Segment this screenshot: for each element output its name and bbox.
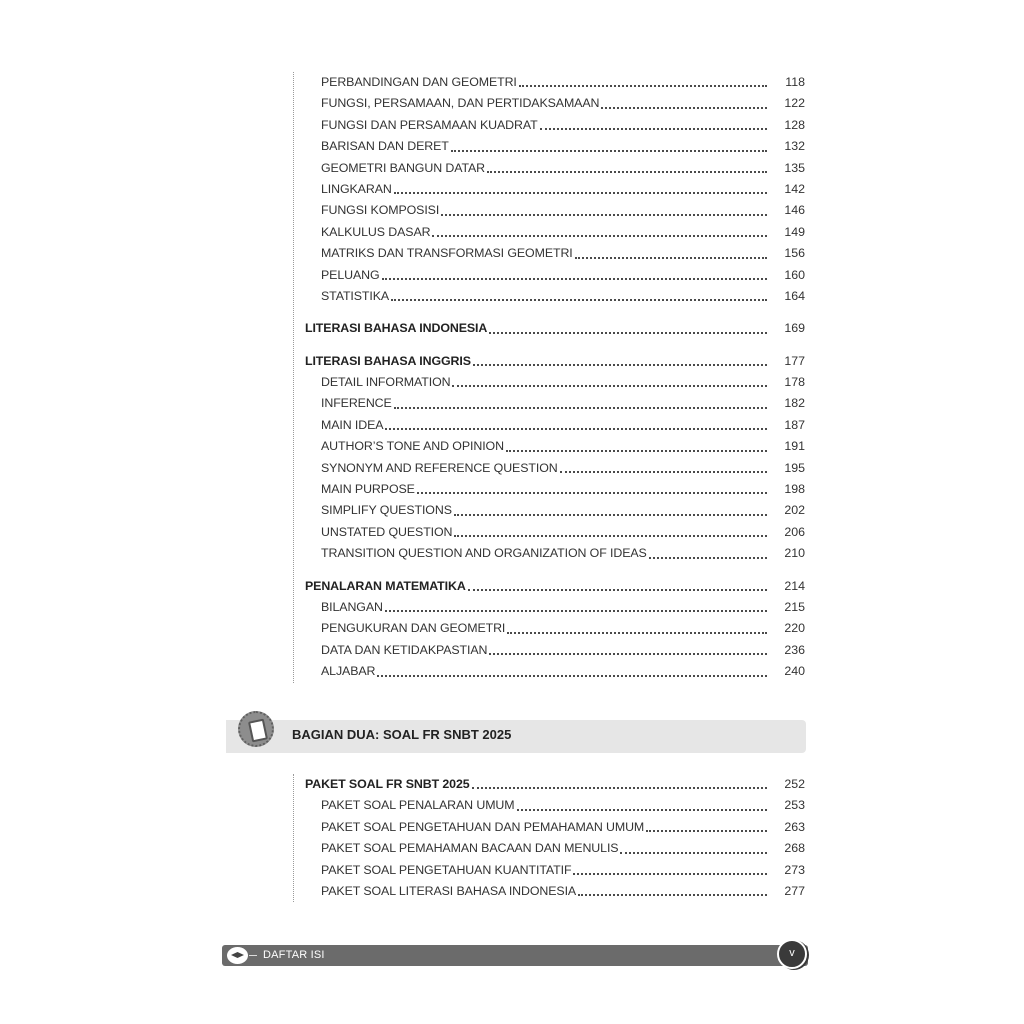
toc-entry bbox=[294, 286, 814, 307]
dot-leader bbox=[417, 491, 767, 494]
graduation-cap-icon bbox=[227, 947, 248, 964]
toc-entry bbox=[294, 436, 814, 457]
toc-entry bbox=[294, 158, 814, 179]
toc-entry bbox=[294, 372, 814, 393]
toc-entry-label: TRANSITION QUESTION AND ORGANIZATION OF IDEAS bbox=[321, 546, 647, 561]
toc-entry bbox=[294, 618, 814, 639]
toc-entry-label: PAKET SOAL PENGETAHUAN KUANTITATIF bbox=[321, 862, 572, 877]
toc-entry bbox=[294, 661, 814, 682]
toc-entry-page: 177 bbox=[784, 353, 805, 368]
toc-entry-page: 191 bbox=[784, 439, 805, 454]
dot-leader bbox=[646, 829, 767, 832]
book-icon bbox=[238, 711, 274, 747]
toc-entry bbox=[294, 200, 814, 221]
dot-leader bbox=[601, 106, 767, 109]
dot-leader bbox=[489, 652, 767, 655]
dot-leader bbox=[472, 786, 767, 789]
dot-leader bbox=[385, 427, 767, 430]
toc-entry-label: FUNGSI, PERSAMAAN, DAN PERTIDAKSAMAAN bbox=[321, 96, 600, 111]
toc-entry-label: AUTHOR’S TONE AND OPINION bbox=[321, 439, 504, 454]
toc-entry-label: STATISTIKA bbox=[321, 288, 390, 303]
toc-entry-label: PAKET SOAL PENALARAN UMUM bbox=[321, 798, 515, 813]
toc-list-bottom bbox=[293, 774, 814, 902]
toc-entry-page: 122 bbox=[784, 96, 805, 111]
toc-entry-page: 187 bbox=[784, 417, 805, 432]
toc-entry-label: DATA DAN KETIDAKPASTIAN bbox=[321, 642, 488, 657]
dot-leader bbox=[540, 127, 767, 130]
dot-leader bbox=[377, 674, 767, 677]
toc-entry bbox=[294, 115, 814, 136]
toc-entry bbox=[294, 522, 814, 543]
toc-heading-entry bbox=[294, 351, 814, 372]
toc-entry-label: LITERASI BAHASA INGGRIS bbox=[305, 353, 471, 368]
dot-leader bbox=[454, 534, 767, 537]
toc-entry bbox=[294, 500, 814, 521]
toc-entry-label: ALJABAR bbox=[321, 664, 376, 679]
toc-list-top bbox=[293, 72, 814, 683]
toc-entry bbox=[294, 795, 814, 816]
toc-entry-page: 214 bbox=[784, 578, 805, 593]
toc-entry bbox=[294, 393, 814, 414]
dot-leader bbox=[394, 191, 767, 194]
toc-entry bbox=[294, 265, 814, 286]
toc-entry bbox=[294, 136, 814, 157]
toc-entry bbox=[294, 72, 814, 93]
dot-leader bbox=[620, 851, 767, 854]
section-title: BAGIAN DUA: SOAL FR SNBT 2025 bbox=[292, 727, 512, 742]
dot-leader bbox=[506, 449, 767, 452]
dot-leader bbox=[487, 170, 767, 173]
toc-entry-page: 169 bbox=[784, 321, 805, 336]
toc-entry-page: 164 bbox=[784, 288, 805, 303]
toc-entry bbox=[294, 860, 814, 881]
dot-leader bbox=[452, 384, 767, 387]
toc-entry-label: PENALARAN MATEMATIKA bbox=[305, 578, 466, 593]
toc-entry-label: SYNONYM AND REFERENCE QUESTION bbox=[321, 460, 558, 475]
footer-divider bbox=[249, 955, 257, 956]
dot-leader bbox=[575, 256, 767, 259]
toc-entry-page: 128 bbox=[784, 117, 805, 132]
toc-entry bbox=[294, 93, 814, 114]
toc-entry-page: 146 bbox=[784, 203, 805, 218]
dot-leader bbox=[649, 556, 767, 559]
toc-heading-entry bbox=[294, 774, 814, 795]
toc-entry-page: 149 bbox=[784, 224, 805, 239]
dot-leader bbox=[385, 609, 767, 612]
toc-entry-page: 160 bbox=[784, 267, 805, 282]
toc-entry bbox=[294, 222, 814, 243]
dot-leader bbox=[451, 149, 767, 152]
toc-entry-page: 210 bbox=[784, 546, 805, 561]
toc-entry bbox=[294, 415, 814, 436]
toc-entry-label: DETAIL INFORMATION bbox=[321, 375, 451, 390]
toc-entry-page: 253 bbox=[784, 798, 805, 813]
toc-entry-label: PENGUKURAN DAN GEOMETRI bbox=[321, 621, 506, 636]
toc-entry-page: 135 bbox=[784, 160, 805, 175]
toc-entry-label: SIMPLIFY QUESTIONS bbox=[321, 503, 452, 518]
toc-entry-page: 252 bbox=[784, 777, 805, 791]
toc-entry-page: 178 bbox=[784, 375, 805, 390]
toc-entry bbox=[294, 479, 814, 500]
toc-entry-page: 142 bbox=[784, 181, 805, 196]
dot-leader bbox=[573, 872, 767, 875]
toc-entry bbox=[294, 640, 814, 661]
dot-leader bbox=[441, 213, 767, 216]
toc-entry-page: 206 bbox=[784, 524, 805, 539]
footer-label: DAFTAR ISI bbox=[263, 949, 325, 961]
dot-leader bbox=[473, 363, 767, 366]
toc-entry-page: 182 bbox=[784, 396, 805, 411]
toc-entry bbox=[294, 458, 814, 479]
dot-leader bbox=[560, 470, 767, 473]
toc-entry-page: 277 bbox=[784, 883, 805, 898]
toc-entry bbox=[294, 597, 814, 618]
toc-entry-page: 118 bbox=[785, 75, 805, 89]
toc-entry-label: BILANGAN bbox=[321, 599, 383, 614]
dot-leader bbox=[394, 406, 767, 409]
dot-leader bbox=[454, 513, 767, 516]
toc-entry-label: MAIN PURPOSE bbox=[321, 482, 415, 497]
toc-entry-label: PAKET SOAL PEMAHAMAN BACAAN DAN MENULIS bbox=[321, 841, 619, 856]
toc-entry-label: BARISAN DAN DERET bbox=[321, 139, 449, 154]
toc-entry-label: FUNGSI KOMPOSISI bbox=[321, 203, 440, 218]
toc-entry-page: 220 bbox=[784, 621, 805, 636]
dot-leader bbox=[468, 588, 767, 591]
toc-entry-page: 236 bbox=[784, 642, 805, 657]
toc-entry-label: PERBANDINGAN DAN GEOMETRI bbox=[321, 75, 517, 89]
toc-entry-label: LITERASI BAHASA INDONESIA bbox=[305, 321, 488, 336]
toc-entry bbox=[294, 243, 814, 264]
toc-entry-label: GEOMETRI BANGUN DATAR bbox=[321, 160, 486, 175]
toc-entry-page: 240 bbox=[784, 664, 805, 679]
toc-entry-label: PAKET SOAL FR SNBT 2025 bbox=[305, 777, 470, 791]
toc-entry-page: 263 bbox=[784, 819, 805, 834]
toc-entry-label: MAIN IDEA bbox=[321, 417, 384, 432]
toc-entry bbox=[294, 838, 814, 859]
toc-heading-entry bbox=[294, 318, 814, 339]
toc-entry-label: PAKET SOAL LITERASI BAHASA INDONESIA bbox=[321, 883, 577, 898]
toc-entry-label: UNSTATED QUESTION bbox=[321, 524, 453, 539]
toc-entry-page: 273 bbox=[784, 862, 805, 877]
toc-entry-page: 215 bbox=[784, 599, 805, 614]
toc-entry bbox=[294, 543, 814, 564]
dot-leader bbox=[519, 84, 767, 87]
dot-leader bbox=[578, 893, 767, 896]
toc-entry-page: 132 bbox=[784, 139, 805, 154]
toc-entry-label: KALKULUS DASAR bbox=[321, 224, 431, 239]
toc-entry bbox=[294, 179, 814, 200]
toc-entry-page: 195 bbox=[784, 460, 805, 475]
dot-leader bbox=[517, 808, 767, 811]
toc-entry-page: 202 bbox=[784, 503, 805, 518]
toc-entry bbox=[294, 817, 814, 838]
toc-entry-page: 156 bbox=[784, 246, 805, 261]
dot-leader bbox=[391, 298, 767, 301]
toc-entry-page: 198 bbox=[784, 482, 805, 497]
page-number-badge: v bbox=[777, 939, 807, 969]
dot-leader bbox=[489, 331, 767, 334]
toc-heading-entry bbox=[294, 576, 814, 597]
toc-entry-label: PELUANG bbox=[321, 267, 380, 282]
dot-leader bbox=[382, 277, 767, 280]
toc-entry-label: INFERENCE bbox=[321, 396, 392, 411]
toc-entry-label: LINGKARAN bbox=[321, 181, 392, 196]
dot-leader bbox=[432, 234, 767, 237]
toc-entry bbox=[294, 881, 814, 902]
toc-entry-label: MATRIKS DAN TRANSFORMASI GEOMETRI bbox=[321, 246, 573, 261]
toc-entry-label: PAKET SOAL PENGETAHUAN DAN PEMAHAMAN UMUM bbox=[321, 819, 645, 834]
toc-entry-page: 268 bbox=[784, 841, 805, 856]
dot-leader bbox=[507, 631, 767, 634]
toc-entry-label: FUNGSI DAN PERSAMAAN KUADRAT bbox=[321, 117, 538, 132]
